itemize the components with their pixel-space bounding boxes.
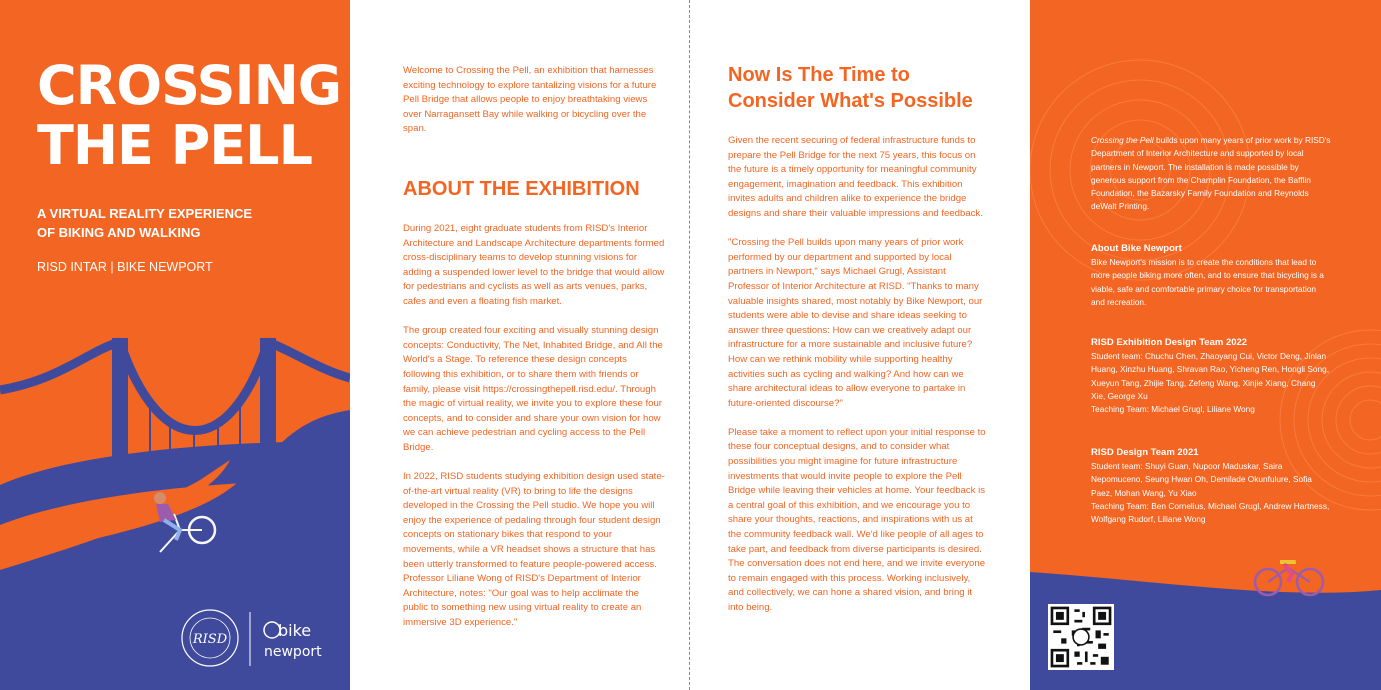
possible-heading-line2: Consider What's Possible	[728, 90, 973, 112]
about-paragraph-3: In 2022, RISD students studying exhibition design used state-of-the-art virtual reality (VR) to bring to life the designs developed in the Crossing the Pell studio. We hope you will enjoy the experience of pedaling through four student design concepts on stationary bikes that respond to your movements, while a VR headset shows a structure that has been utterly transformed to feature people-powered access. Professor Liliane Wong of RISD's Department of Interior Architecture, notes: "Our goal was to help acclimate the public to something new using virtual reality to create an immersive 3D experience."	[403, 471, 665, 629]
cover-subtitle: A VIRTUAL REALITY EXPERIENCE OF BIKING AND WALKING	[37, 206, 253, 240]
acknowledgement-italic: Crossing the Pell	[1091, 135, 1154, 145]
team-2021-students: Student team: Shuyi Guan, Nupoor Maduskar, Saira Nepomuceno, Seung Hwan Oh, Demilade Okunfulure, Sofia Paez, Mohan Wang, Yu Xiao	[1091, 461, 1312, 498]
team-2022-teaching: Teaching Team: Michael Grugl, Liliane Wong	[1091, 404, 1255, 415]
acknowledgement-text: builds upon many years of prior work by RISD's Department of Interior Architecture and supported by local partners in Newport. The installation is made possible by generous support from the Champlin Foundation, the Bafflin Foundation, the Bazarsky Family Foundation and Reynolds deWalt Printing.	[1091, 135, 1331, 212]
cover-title	[37, 56, 341, 176]
cover-title-line1: CROSSING	[37, 54, 342, 117]
cover-panel	[0, 0, 350, 690]
team-2021-teaching: Teaching Team: Ben Cornelius, Michael Grugl, Andrew Hartness, Wolfgang Rudorf, Liliane Wong	[1091, 500, 1330, 525]
logos	[178, 604, 338, 674]
acknowledgement-block	[1091, 134, 1331, 214]
about-bike-newport-text: Bike Newport's mission is to create the conditions that lead to more people biking more often, and to ensure that bicycling is a viable, safe and comfortable primary choice for transportation and recreation.	[1091, 257, 1324, 307]
about-heading: ABOUT THE EXHIBITION	[403, 178, 640, 200]
team-2022-students: Student team: Chuchu Chen, Zhaoyang Cui, Victor Deng, Jinlan Huang, Xinzhu Huang, Shravan Rao, Yicheng Ren, Hongli Song, Xueyun Tang, Zhijie Tang, Zefeng Wang, Xinjie Xiang, Chang Xie, George Xu	[1091, 351, 1330, 401]
possible-paragraph-3: Please take a moment to reflect upon your initial response to these four conceptual designs, and to consider what possibilities you might imagine for future infrastructure investments that would invite people to explore the Pell Bridge while leaving their vehicles at home. Your feedback is a central goal of this exhibition, and we encourage you to share your thoughts, reactions, and inspirations with us at the community feedback wall. We'd like people of all ages to take part, and feedback from diverse participants is desired. The conversation does not end here, and we invite everyone to remain engaged with this process. Working inclusively, and collectively, we can hone a shared vision, and bring it into being.	[728, 426, 986, 613]
possible-paragraph-1: Given the recent securing of federal infrastructure funds to prepare the Pell Bridge for the next 75 years, this focus on the future is a timely opportunity for meaningful community engagement, imagination and feedback. This exhibition invites adults and children alike to experience the bridge designs and share their valuable impressions and feedback.	[728, 135, 983, 219]
cover-title-line2: THE PELL	[37, 114, 312, 177]
about-bike-newport-heading: About Bike Newport	[1091, 243, 1182, 254]
about-panel	[350, 0, 690, 690]
svg-text:bike: bike	[278, 621, 312, 640]
team-2021-block	[1091, 446, 1331, 526]
team-2022-block	[1091, 336, 1331, 416]
cyclist-illustration-2	[1255, 560, 1323, 595]
team-2021-heading: RISD Design Team 2021	[1091, 447, 1199, 458]
possible-heading-line1: Now Is The Time to	[728, 64, 910, 86]
team-2022-heading: RISD Exhibition Design Team 2022	[1091, 337, 1248, 348]
credits-panel	[1030, 0, 1381, 690]
risd-logo: RISD	[192, 632, 228, 647]
possible-heading	[728, 62, 973, 114]
intro-paragraph: Welcome to Crossing the Pell, an exhibition that harnesses exciting technology to explore tantalizing visions for a future Pell Bridge that allows people to enjoy breathtaking views over Narragansett Bay while walking or bicycling over the span.	[403, 65, 657, 135]
about-paragraph-2: The group created four exciting and visually stunning design concepts: Conductivity, The Net, Inhabited Bridge, and All the World's a Stage. To reference these design concepts following this exhibition, or to share them with friends or family, please visit https://crossingthepell.risd.edu/. Through the magic of virtual reality, we invite you to explore these four concepts, and to consider and share your own vision for how we can achieve pedestrian and cycling access to the Pell Bridge.	[403, 325, 663, 453]
possible-paragraph-2: "Crossing the Pell builds upon many years of prior work performed by our department and supported by local partners in Newport," says Michael Grugl, Assistant Professor of Interior Architecture at RISD. "Thanks to many valuable insights shared, most notably by Bike Newport, our students were able to devise and share ideas seeking to answer three questions: How can we creatively adapt our infrastructure for a more sustainable and inclusive future? How can we rethink mobility while supporting healthy activities such as cycling and walking? And how can we share architectural ideas to allow everyone to partake in future-oriented discourse?"	[728, 237, 983, 409]
bike-newport-logo	[264, 621, 322, 660]
qr-code[interactable]	[1048, 604, 1114, 670]
possible-panel	[690, 0, 1030, 690]
svg-text:newport: newport	[264, 644, 322, 660]
about-paragraph-1: During 2021, eight graduate students from RISD's Interior Architecture and Landscape Architecture departments formed cross-disciplinary teams to develop stunning visions for adding a suspended lower level to the bridge that would allow for pedestrians and cyclists as well as arts venues, parks, cafes and even a floating fish market.	[403, 223, 665, 307]
possible-body	[728, 134, 988, 630]
about-body	[403, 222, 665, 645]
about-bike-newport-block	[1091, 242, 1331, 309]
cover-credits: RISD INTAR | BIKE NEWPORT	[37, 260, 213, 274]
